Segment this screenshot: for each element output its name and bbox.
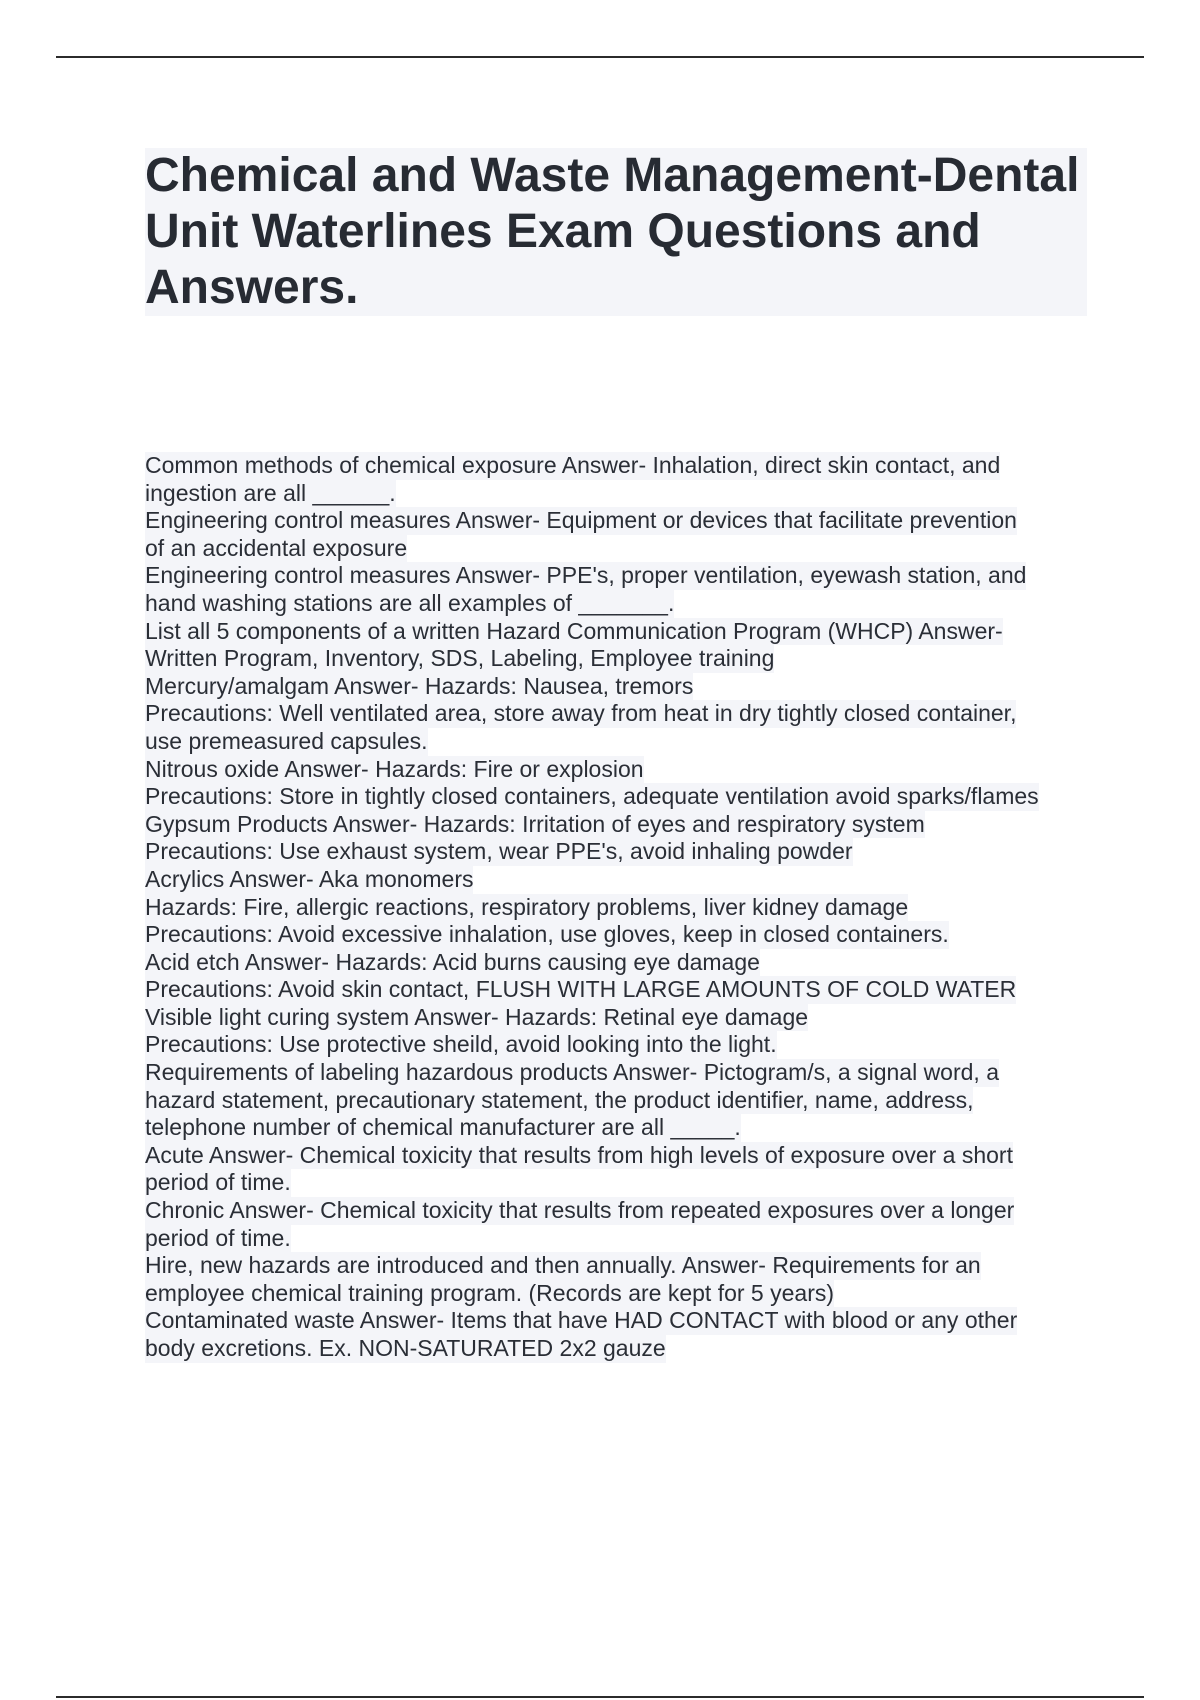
footer-rule [56, 1696, 1144, 1698]
body-line: Visible light curing system Answer- Hazards: Retinal eye damage [145, 1003, 809, 1030]
body-line: ingestion are all ______. [145, 479, 396, 506]
body-line: Nitrous oxide Answer- Hazards: Fire or explosion [145, 755, 644, 782]
body-line: Precautions: Use protective sheild, avoid looking into the light. [145, 1031, 777, 1058]
body-line: Precautions: Store in tightly closed containers, adequate ventilation avoid sparks/flames [145, 783, 1039, 810]
body-line: of an accidental exposure [145, 534, 408, 561]
body-line: Gypsum Products Answer- Hazards: Irritation of eyes and respiratory system [145, 810, 925, 837]
body-line: hazard statement, precautionary statement, the product identifier, name, address, [145, 1086, 974, 1113]
body-line: Written Program, Inventory, SDS, Labeling, Employee training [145, 645, 775, 672]
header-rule [56, 56, 1144, 58]
body-line: Common methods of chemical exposure Answer- Inhalation, direct skin contact, and [145, 452, 1001, 478]
body-line: period of time. [145, 1224, 291, 1251]
body-line: Precautions: Avoid skin contact, FLUSH WITH LARGE AMOUNTS OF COLD WATER [145, 976, 1017, 1003]
body-line: Chronic Answer- Chemical toxicity that results from repeated exposures over a longer [145, 1197, 1015, 1224]
body-line: List all 5 components of a written Hazard Communication Program (WHCP) Answer- [145, 617, 1003, 644]
body-line: Precautions: Use exhaust system, wear PPE's, avoid inhaling powder [145, 838, 853, 865]
body-line: Acute Answer- Chemical toxicity that results from high levels of exposure over a short [145, 1141, 1013, 1168]
qa-body [145, 452, 1087, 1363]
body-line: telephone number of chemical manufacturer are all _____. [145, 1114, 741, 1141]
body-line: Precautions: Avoid excessive inhalation, use gloves, keep in closed containers. [145, 921, 949, 948]
body-line: employee chemical training program. (Records are kept for 5 years) [145, 1279, 835, 1306]
body-line: Contaminated waste Answer- Items that have HAD CONTACT with blood or any other [145, 1307, 1018, 1334]
body-line: Acid etch Answer- Hazards: Acid burns causing eye damage [145, 948, 760, 975]
title-block [145, 148, 1087, 316]
body-line: Acrylics Answer- Aka monomers [145, 865, 474, 892]
body-line: Precautions: Well ventilated area, store away from heat in dry tightly closed container, [145, 700, 1017, 727]
body-line: Mercury/amalgam Answer- Hazards: Nausea, tremors [145, 672, 694, 699]
body-line: Engineering control measures Answer- PPE's, proper ventilation, eyewash station, and [145, 562, 1027, 589]
body-line: period of time. [145, 1169, 291, 1196]
body-line: Requirements of labeling hazardous products Answer- Pictogram/s, a signal word, a [145, 1059, 999, 1086]
body-line: body excretions. Ex. NON-SATURATED 2x2 gauze [145, 1335, 666, 1361]
body-line: Hire, new hazards are introduced and then annually. Answer- Requirements for an [145, 1252, 981, 1279]
body-line: Engineering control measures Answer- Equipment or devices that facilitate prevention [145, 507, 1017, 534]
body-line: hand washing stations are all examples of _______. [145, 589, 675, 616]
body-line: use premeasured capsules. [145, 727, 428, 754]
document-title: Chemical and Waste Management-Dental Unit Waterlines Exam Questions and Answers. [145, 149, 1080, 314]
body-line: Hazards: Fire, allergic reactions, respiratory problems, liver kidney damage [145, 893, 909, 920]
